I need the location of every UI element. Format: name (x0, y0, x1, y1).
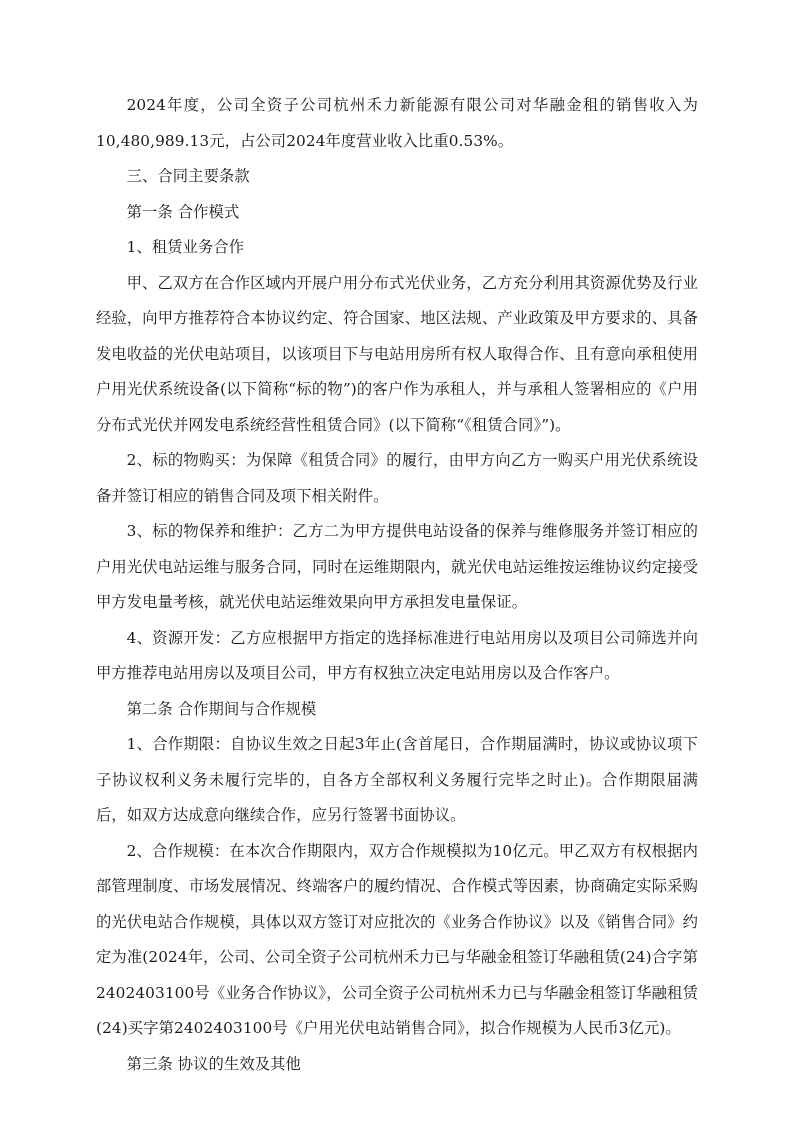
paragraph-article-two-item-2: 2、合作规模：在本次合作期限内，双方合作规模拟为10亿元。甲乙双方有权根据内部管理制度、市场发展情况、终端客户的履约情况、合作模式等因素，协商确定实际采购的光伏电站合作规模，具体以双方签订对应批次的《业务合作协议》以及《销售合同》约定为准(2024年，公司、公司全资子公司杭州禾力已与华融金租签订华融租赁(24)合字第2402403100号《业务合作协议》，公司全资子公司杭州禾力已与华融金租签订华融租赁(24)买字第2402403100号《户用光伏电站销售合同》，拟合作规模为人民币3亿元)。 (96, 841, 698, 1037)
paragraph-revenue-statement: 2024年度，公司全资子公司杭州禾力新能源有限公司对华融金租的销售收入为10,480,989.13元，占公司2024年度营业收入比重0.53%。 (96, 96, 698, 150)
clause-title-article-three: 第三条 协议的生效及其他 (126, 1054, 301, 1073)
heading-section-three: 三、合同主要条款 (126, 167, 250, 185)
paragraph-item-1-title: 1、租赁业务合作 (126, 238, 245, 256)
paragraph-item-1-content: 甲、乙双方在合作区域内开展户用分布式光伏业务，乙方充分利用其资源优势及行业经验，向甲方推荐符合本协议约定、符合国家、地区法规、产业政策及甲方要求的、具备发电收益的光伏电站项目，以该项目下与电站用房所有权人取得合作、且有意向承租使用户用光伏系统设备(以下简称“标的物”)的客户作为承租人，并与承租人签署相应的《户用分布式光伏并网发电系统经营性租赁合同》(以下简称“《租赁合同》”)。 (96, 273, 698, 434)
clause-title-article-two: 第二条 合作期间与合作规模 (126, 699, 317, 718)
paragraph-article-two-item-1: 1、合作期限：自协议生效之日起3年止(含首尾日，合作期届满时，协议或协议项下子协议权利义务未履行完毕的，自各方全部权利义务履行完毕之时止)。合作期限届满后，如双方达成意向继续合作，应另行签署书面协议。 (96, 735, 698, 824)
document-body (96, 88, 698, 1082)
paragraph-item-2: 2、标的物购买：为保障《租赁合同》的履行，由甲方向乙方一购买户用光伏系统设备并签订相应的销售合同及项下相关附件。 (96, 451, 698, 505)
clause-title-article-one: 第一条 合作模式 (126, 202, 240, 221)
paragraph-item-3: 3、标的物保养和维护：乙方二为甲方提供电站设备的保养与维修服务并签订相应的户用光伏电站运维与服务合同，同时在运维期限内，就光伏电站运维按运维协议约定接受甲方发电量考核，就光伏电站运维效果向甲方承担发电量保证。 (96, 522, 698, 611)
paragraph-item-4: 4、资源开发：乙方应根据甲方指定的选择标准进行电站用房以及项目公司筛选并向甲方推荐电站用房以及项目公司，甲方有权独立决定电站用房以及合作客户。 (96, 628, 698, 682)
